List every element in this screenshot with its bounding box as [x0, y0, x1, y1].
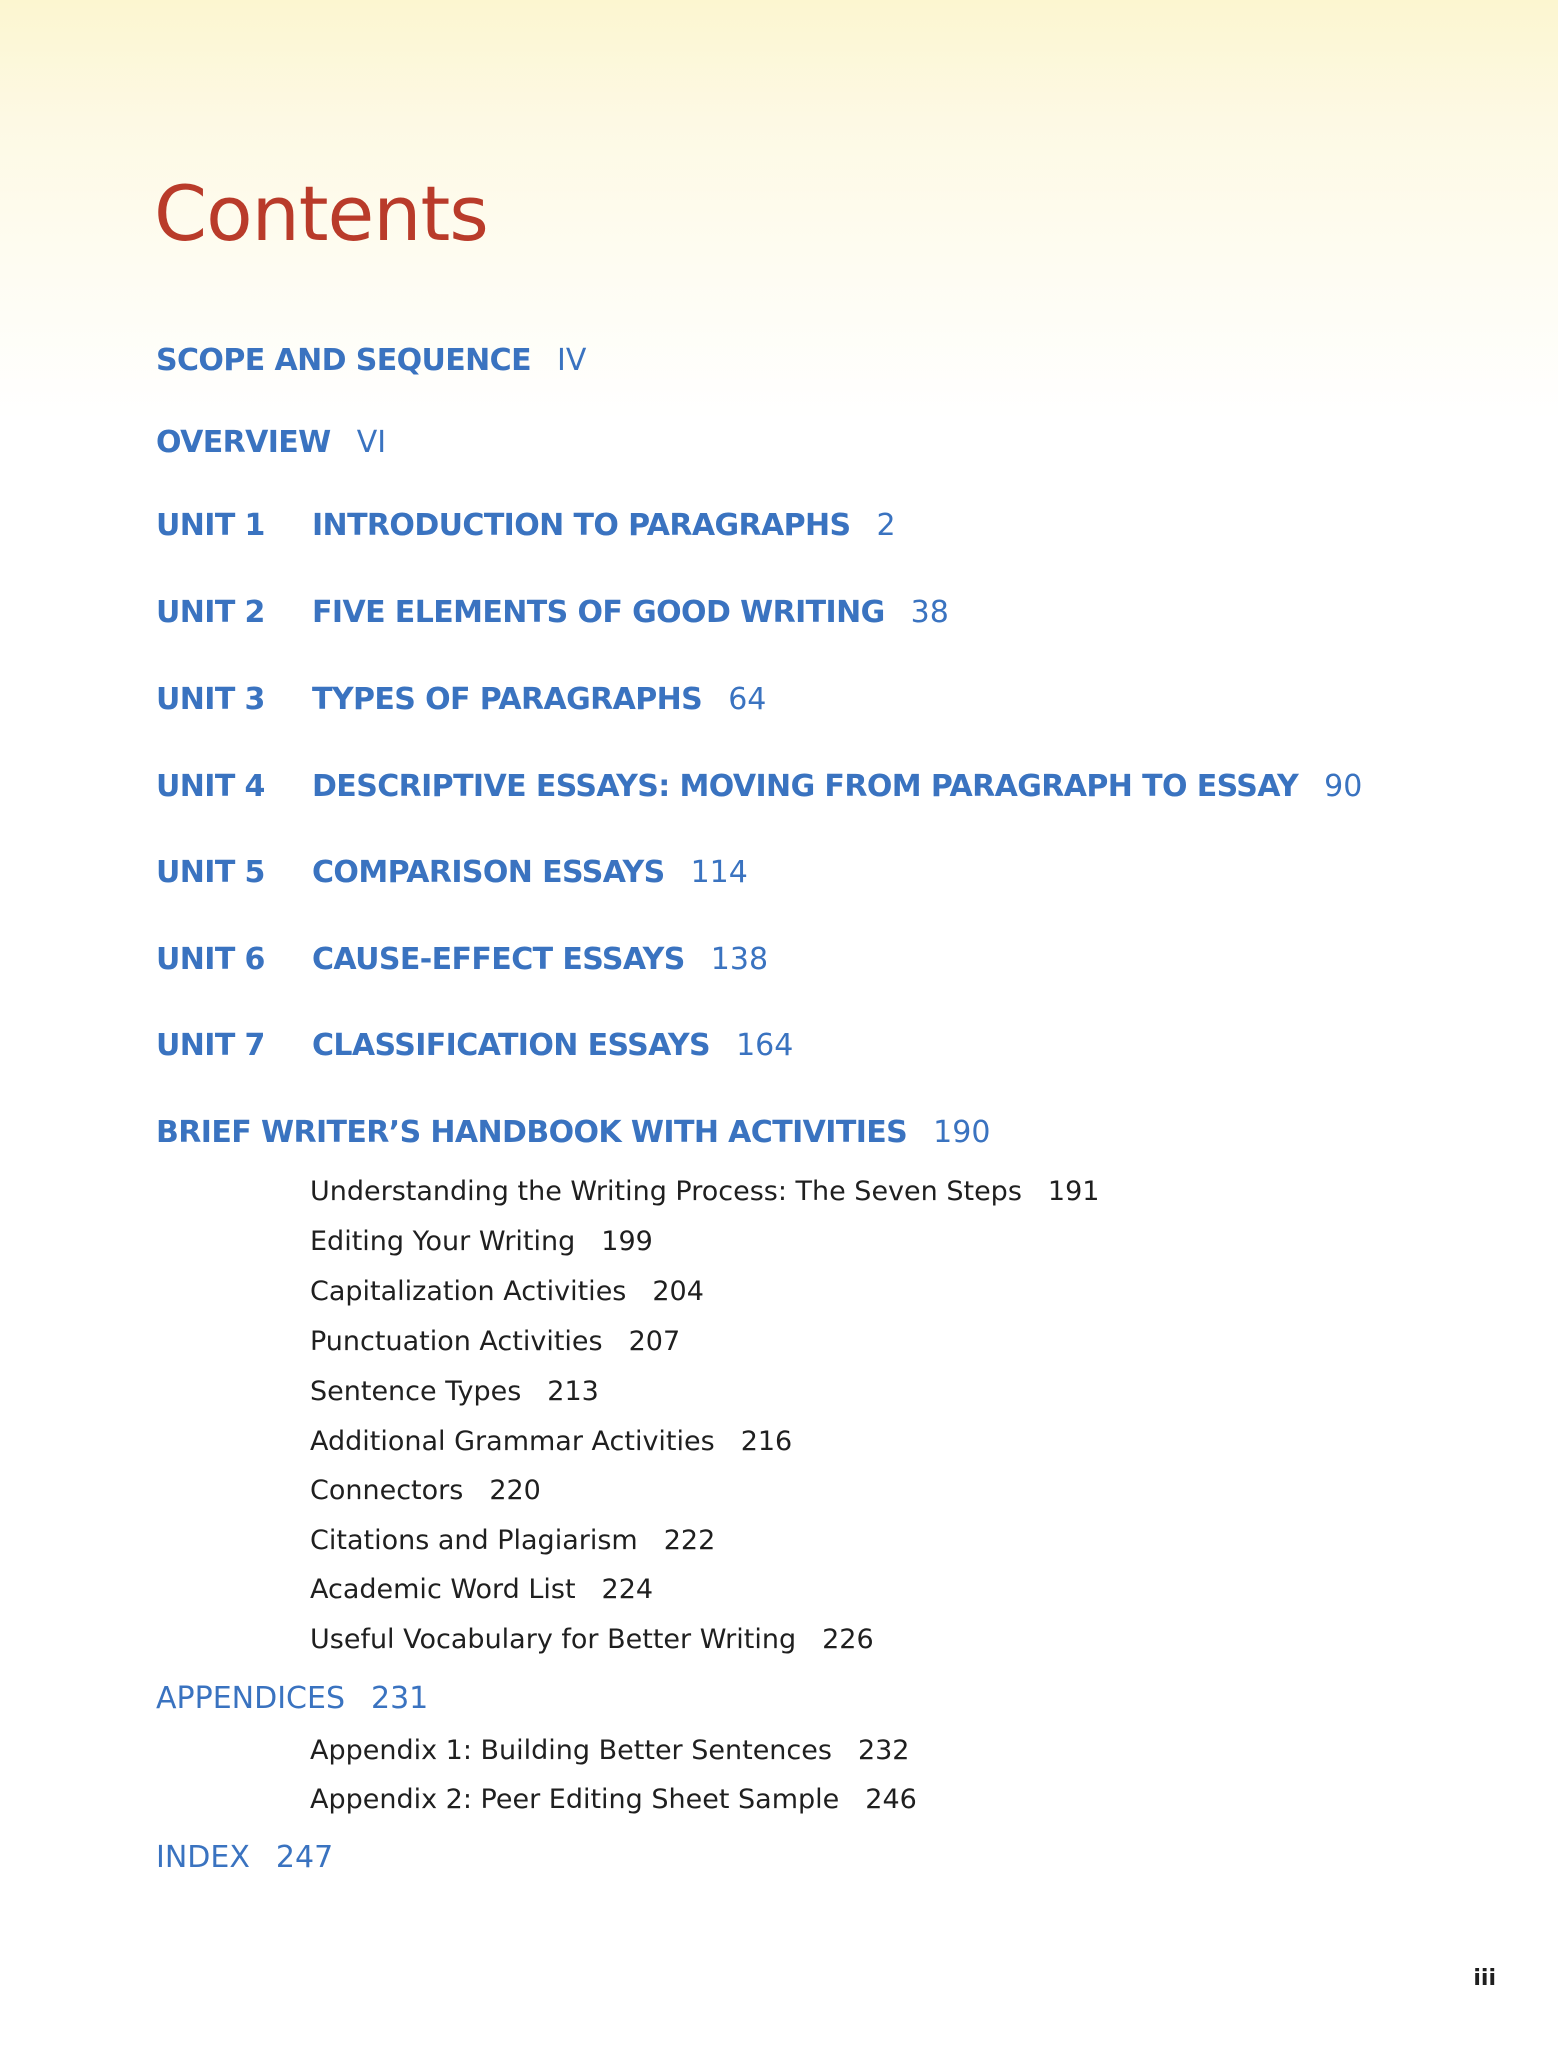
toc-subentry-title: Useful Vocabulary for Better Writing	[310, 1624, 797, 1655]
toc-entry-title: OVERVIEW	[156, 425, 331, 460]
toc-subentry-page: 204	[652, 1276, 704, 1307]
toc-subentry-title: Connectors	[310, 1475, 464, 1506]
toc-subentry[interactable]	[310, 1737, 910, 1764]
unit-label: UNIT 5	[156, 855, 265, 890]
toc-entry-title: BRIEF WRITER’S HANDBOOK WITH ACTIVITIES	[156, 1115, 908, 1150]
toc-subentry-page: 216	[740, 1426, 793, 1457]
unit-title: CLASSIFICATION ESSAYS	[312, 1028, 711, 1063]
unit-page: 114	[690, 855, 748, 890]
toc-entry-unit-6[interactable]	[156, 942, 769, 977]
unit-title: TYPES OF PARAGRAPHS	[312, 682, 703, 717]
toc-subentry-title: Understanding the Writing Process: The Seven Steps	[310, 1176, 1022, 1207]
toc-subentry[interactable]	[310, 1786, 917, 1813]
page-title: Contents	[154, 169, 488, 258]
unit-label: UNIT 2	[156, 595, 265, 630]
toc-subentry[interactable]	[310, 1576, 653, 1603]
toc-subentry-title: Additional Grammar Activities	[310, 1426, 715, 1457]
toc-entry-page: VI	[356, 425, 387, 460]
toc-entry-handbook[interactable]	[156, 1115, 991, 1150]
toc-subentry-page: 246	[865, 1784, 917, 1815]
toc-entry-unit-1[interactable]	[156, 508, 896, 543]
toc-entry-page: IV	[557, 343, 587, 378]
unit-title: COMPARISON ESSAYS	[312, 855, 665, 890]
unit-title: DESCRIPTIVE ESSAYS: MOVING FROM PARAGRAPH TO ESSAY	[312, 769, 1299, 804]
toc-entry-scope-and-sequence[interactable]	[156, 343, 587, 378]
toc-entry-title: APPENDICES	[156, 1681, 345, 1716]
toc-entry-overview[interactable]	[156, 425, 387, 460]
toc-subentry[interactable]	[310, 1626, 874, 1653]
toc-subentry[interactable]	[310, 1178, 1099, 1205]
unit-page: 2	[876, 508, 896, 543]
toc-subentry-title: Citations and Plagiarism	[310, 1525, 638, 1556]
page-number: iii	[1473, 1966, 1496, 1991]
toc-subentry-page: 207	[628, 1326, 681, 1357]
toc-subentry-page: 224	[601, 1574, 654, 1605]
toc-subentry-page: 232	[857, 1735, 910, 1766]
toc-subentry-page: 191	[1047, 1176, 1100, 1207]
unit-label: UNIT 7	[156, 1028, 265, 1063]
unit-page: 164	[736, 1028, 794, 1063]
toc-subentry[interactable]	[310, 1527, 715, 1554]
toc-subentry[interactable]	[310, 1228, 653, 1255]
toc-subentry-page: 226	[822, 1624, 874, 1655]
unit-page: 90	[1324, 769, 1363, 804]
toc-entry-unit-5[interactable]	[156, 855, 748, 890]
toc-subentry[interactable]	[310, 1328, 680, 1355]
unit-title: FIVE ELEMENTS OF GOOD WRITING	[312, 595, 885, 630]
unit-title: INTRODUCTION TO PARAGRAPHS	[312, 508, 851, 543]
toc-entry-page: 247	[275, 1840, 334, 1875]
toc-subentry[interactable]	[310, 1428, 792, 1455]
toc-subentry[interactable]	[310, 1378, 599, 1405]
unit-label: UNIT 3	[156, 682, 265, 717]
toc-entry-page: 231	[371, 1681, 429, 1716]
toc-entry-page: 190	[933, 1115, 991, 1150]
unit-page: 38	[910, 595, 949, 630]
toc-entry-unit-2[interactable]	[156, 595, 949, 630]
toc-entry-unit-3[interactable]	[156, 682, 767, 717]
toc-subentry-page: 213	[547, 1376, 599, 1407]
toc-subentry[interactable]	[310, 1278, 704, 1305]
toc-subentry-page: 199	[601, 1226, 653, 1257]
unit-title: CAUSE-EFFECT ESSAYS	[312, 942, 685, 977]
toc-subentry-page: 220	[489, 1475, 541, 1506]
unit-page: 64	[728, 682, 767, 717]
toc-subentry-title: Academic Word List	[310, 1574, 576, 1605]
toc-subentry-title: Appendix 2: Peer Editing Sheet Sample	[310, 1784, 840, 1815]
unit-page: 138	[710, 942, 769, 977]
unit-label: UNIT 6	[156, 942, 265, 977]
toc-subentry[interactable]	[310, 1477, 541, 1504]
toc-entry-unit-7[interactable]	[156, 1028, 794, 1063]
toc-subentry-title: Editing Your Writing	[310, 1226, 576, 1257]
toc-entry-index[interactable]	[156, 1840, 334, 1875]
toc-subentry-title: Punctuation Activities	[310, 1326, 603, 1357]
toc-subentry-title: Appendix 1: Building Better Sentences	[310, 1735, 832, 1766]
unit-label: UNIT 4	[156, 769, 265, 804]
toc-entry-title: INDEX	[156, 1840, 250, 1875]
toc-subentry-title: Capitalization Activities	[310, 1276, 627, 1307]
toc-entry-title: SCOPE AND SEQUENCE	[156, 343, 531, 378]
toc-subentry-title: Sentence Types	[310, 1376, 522, 1407]
unit-label: UNIT 1	[156, 508, 265, 543]
toc-subentry-page: 222	[663, 1525, 716, 1556]
toc-entry-appendices[interactable]	[156, 1681, 429, 1716]
toc-entry-unit-4[interactable]	[156, 769, 1363, 804]
